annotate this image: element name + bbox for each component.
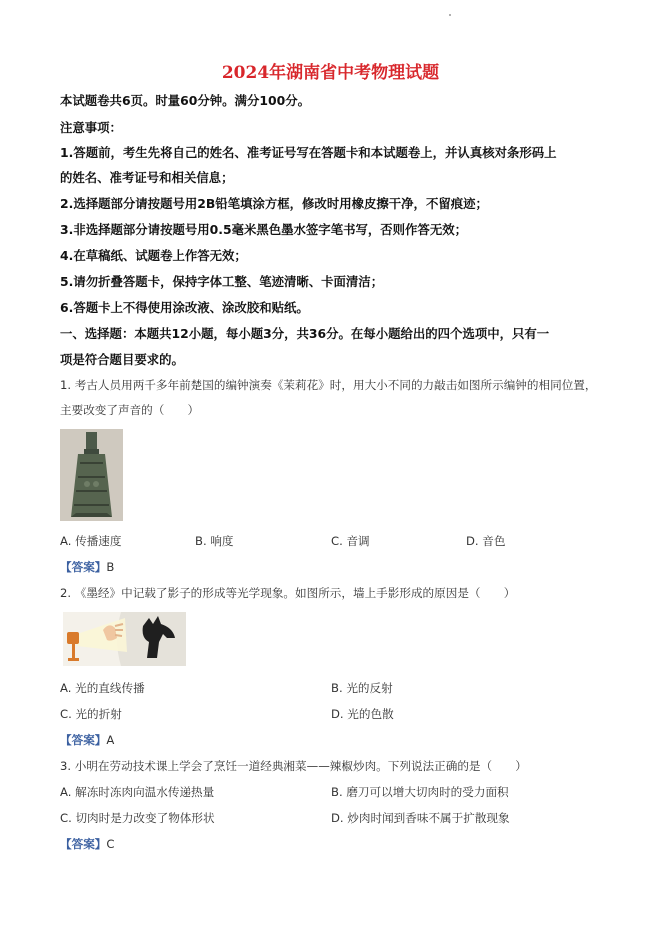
- bronze-bell-image: [60, 429, 123, 521]
- q1-option-d: D. 音色: [466, 534, 506, 548]
- intro-text: 本试题卷共6页。时量60分钟。满分100分。: [60, 93, 310, 108]
- q1-answer: [60, 559, 114, 575]
- answer-label: 【答案】: [60, 560, 107, 574]
- notice-line: 4.在草稿纸、试题卷上作答无效；: [60, 248, 247, 263]
- page-title: 2024年湖南省中考物理试题: [221, 63, 440, 83]
- notice-line: 1.答题前，考生先将自己的姓名、准考证号写在答题卡和本试题卷上，并认真核对条形码上: [60, 145, 557, 160]
- answer-value: B: [106, 560, 115, 574]
- q3-option-a: A. 解冻时冻肉向温水传递热量: [60, 785, 215, 799]
- q2-option-a: A. 光的直线传播: [60, 681, 145, 695]
- q3-option-d: D. 炒肉时闻到香味不属于扩散现象: [331, 811, 510, 825]
- notice-line: 2.选择题部分请按题号用2B铅笔填涂方框，修改时用橡皮擦干净，不留痕迹；: [60, 196, 488, 211]
- answer-label: 【答案】: [60, 733, 107, 747]
- q2-option-d: D. 光的色散: [331, 707, 394, 721]
- q2-option-b: B. 光的反射: [331, 681, 393, 695]
- section-heading-cont: 项是符合题目要求的。: [60, 352, 184, 367]
- q1-stem: 1. 考古人员用两千多年前楚国的编钟演奏《茉莉花》时，用大小不同的力敲击如图所示编钟的相同位置，: [60, 378, 597, 392]
- q2-answer: [60, 732, 114, 748]
- q3-option-b: B. 磨刀可以增大切肉时的受力面积: [331, 785, 509, 799]
- answer-value: C: [106, 837, 115, 851]
- q3-option-c: C. 切肉时是力改变了物体形状: [60, 811, 215, 825]
- notice-line: 5.请勿折叠答题卡，保持字体工整、笔迹清晰、卡面清洁；: [60, 274, 384, 289]
- section-heading: 一、选择题：本题共12小题，每小题3分，共36分。在每小题给出的四个选项中，只有一: [60, 326, 550, 341]
- q3-answer: [60, 836, 115, 852]
- hand-shadow-image: [63, 612, 186, 666]
- notice-line: 的姓名、准考证号和相关信息；: [60, 170, 234, 185]
- q1-option-c: C. 音调: [331, 534, 370, 548]
- q1-option-b: B. 响度: [195, 534, 234, 548]
- answer-value: A: [106, 733, 115, 747]
- answer-label: 【答案】: [60, 837, 107, 851]
- q2-stem: 2. 《墨经》中记载了影子的形成等光学现象。如图所示，墙上手影形成的原因是（ ）: [60, 586, 516, 600]
- notice-heading: 注意事项：: [60, 120, 122, 135]
- q1-stem-cont: 主要改变了声音的（ ）: [60, 403, 200, 417]
- notice-line: 6.答题卡上不得使用涂改液、涂改胶和贴纸。: [60, 300, 309, 315]
- q3-stem: 3. 小明在劳动技术课上学会了烹饪一道经典湘菜——辣椒炒肉。下列说法正确的是（ ）: [60, 759, 527, 773]
- notice-line: 3.非选择题部分请按题号用0.5毫米黑色墨水签字笔书写，否则作答无效；: [60, 222, 467, 237]
- scan-dot: [449, 14, 451, 16]
- q2-option-c: C. 光的折射: [60, 707, 122, 721]
- q1-option-a: A. 传播速度: [60, 534, 122, 548]
